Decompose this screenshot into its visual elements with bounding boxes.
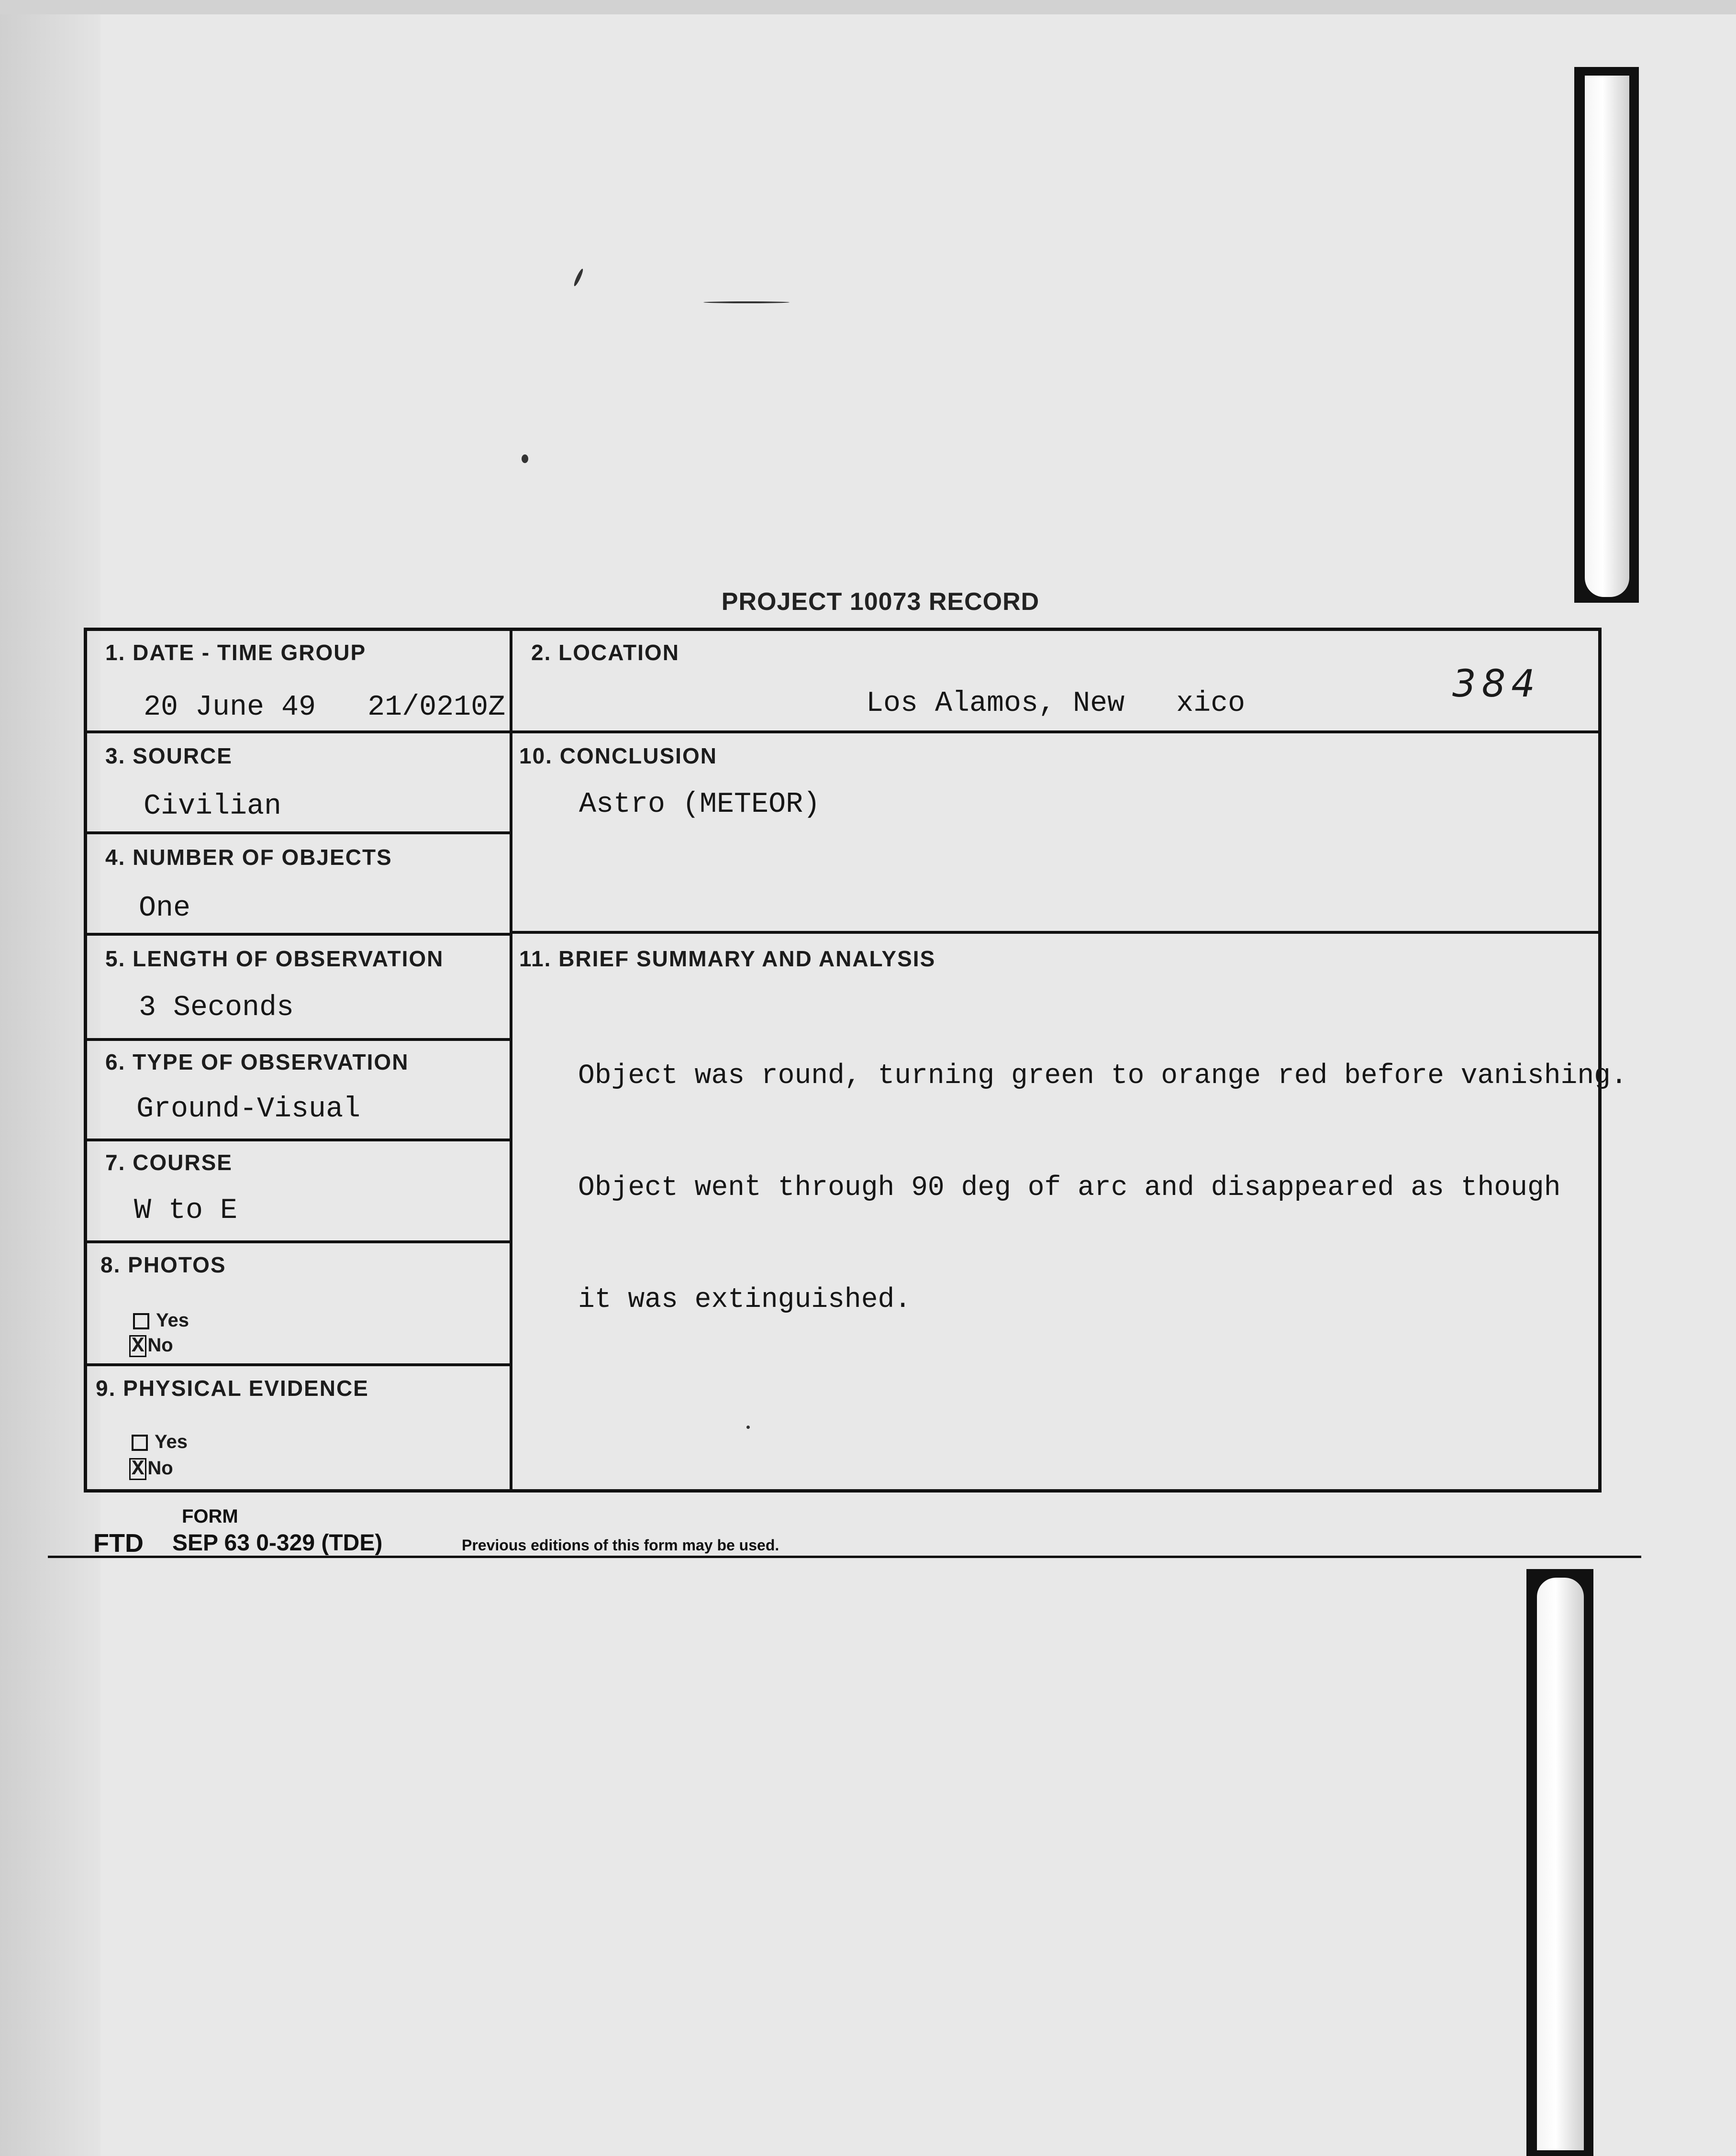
date-time-label: 1. DATE - TIME GROUP <box>105 640 367 665</box>
source-label: 3. SOURCE <box>105 743 233 768</box>
physical-evidence-label: 9. PHYSICAL EVIDENCE <box>96 1376 369 1401</box>
speck <box>573 268 584 287</box>
physical-no-label: No <box>147 1458 173 1479</box>
physical-no-option <box>129 1458 173 1480</box>
page-edge <box>0 0 1736 14</box>
photos-no-label: No <box>147 1335 173 1356</box>
row-divider <box>510 931 1601 934</box>
handwritten-page-number: 384 <box>1452 663 1541 706</box>
physical-yes-label: Yes <box>155 1431 188 1452</box>
physical-yes-option <box>132 1431 188 1453</box>
date-time-value: 20 June 49 21/0210Z <box>144 691 506 724</box>
type-of-observation-label: 6. TYPE OF OBSERVATION <box>105 1050 409 1074</box>
length-of-observation-label: 5. LENGTH OF OBSERVATION <box>105 946 444 971</box>
type-of-observation-value: Ground-Visual <box>136 1093 361 1126</box>
photos-no-checkbox: X <box>129 1335 146 1357</box>
row-divider <box>85 1038 511 1041</box>
row-divider <box>85 831 511 834</box>
form-note: Previous editions of this form may be used. <box>462 1537 779 1554</box>
summary-text <box>578 983 1640 1356</box>
speck <box>703 301 790 303</box>
form-number: SEP 63 0-329 (TDE) <box>172 1530 383 1556</box>
column-divider <box>510 630 512 1490</box>
summary-line: Object went through 90 deg of arc and disappeared as though <box>578 1172 1561 1204</box>
form-word: FORM <box>182 1506 238 1527</box>
row-divider <box>85 1139 511 1141</box>
row-divider <box>85 730 511 733</box>
photos-no-option <box>129 1335 173 1357</box>
film-strip-top <box>1574 67 1639 603</box>
photos-yes-label: Yes <box>156 1310 189 1331</box>
photos-label: 8. PHOTOS <box>100 1252 226 1277</box>
number-of-objects-label: 4. NUMBER OF OBJECTS <box>105 845 392 870</box>
photos-yes-option <box>133 1310 189 1331</box>
number-of-objects-value: One <box>139 892 191 925</box>
source-value: Civilian <box>144 790 282 823</box>
location-label: 2. LOCATION <box>531 640 679 665</box>
record-title: PROJECT 10073 RECORD <box>721 588 1040 616</box>
film-strip-bottom <box>1526 1569 1593 2156</box>
course-label: 7. COURSE <box>105 1150 233 1175</box>
summary-line: it was extinguished. <box>578 1284 912 1316</box>
row-divider <box>85 1363 511 1366</box>
row-divider <box>510 730 1601 733</box>
length-of-observation-value: 3 Seconds <box>139 992 294 1024</box>
conclusion-value: Astro (METEOR) <box>579 788 821 821</box>
photos-yes-checkbox <box>133 1313 149 1329</box>
summary-label: 11. BRIEF SUMMARY AND ANALYSIS <box>519 946 936 971</box>
course-value: W to E <box>134 1194 238 1227</box>
physical-yes-checkbox <box>132 1435 148 1451</box>
row-divider <box>85 933 511 936</box>
row-divider <box>85 1240 511 1243</box>
summary-line: Object was round, turning green to orange red before vanishing. <box>578 1061 1627 1092</box>
location-value: Los Alamos, New xico <box>866 687 1246 720</box>
conclusion-label: 10. CONCLUSION <box>519 743 717 768</box>
speck <box>522 454 528 463</box>
physical-no-checkbox: X <box>129 1458 146 1480</box>
ftd-label: FTD <box>93 1529 144 1558</box>
